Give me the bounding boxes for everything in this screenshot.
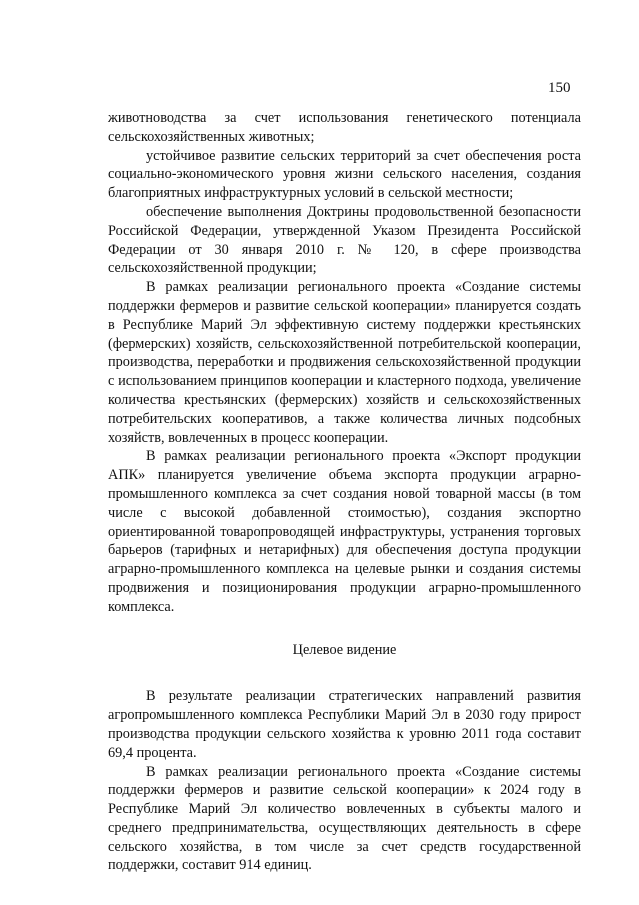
paragraph: В рамках реализации регионального проекта «Создание системы поддержки фермеров и развитие сельской кооперации» к 2024 году в Республике Марий Эл количество вовлеченных в субъекты малого и среднего предпринимательства, осуществляющих деятельность в сфере сельского хозяйства, в том числе за счет средств государственной поддержки, составит 914 единиц. [108,763,581,874]
section-heading: Целевое видение [292,641,397,658]
paragraph: устойчивое развитие сельских территорий за счет обеспечения роста социально-экономического уровня жизни сельского населения, создания благоприятных инфраструктурных условий в сельской местности; [108,147,581,202]
paragraph: обеспечение выполнения Доктрины продовольственной безопасности Российской Федерации, утвержденной Указом Президента Российской Федерации от 30 января 2010 г. № 120, в сфере производства сельскохозяйственной продукции; [108,203,581,277]
paragraph-continuation: животноводства за счет использования генетического потенциала сельскохозяйственных животных; [108,110,581,145]
document-body [108,109,581,875]
paragraph: В рамках реализации регионального проекта «Создание системы поддержки фермеров и развитие сельской кооперации» планируется создать в Республике Марий Эл эффективную систему поддержки крестьянских (фермерских) хозяйств, сельскохозяйственной потребительской кооперации, производства, переработки и продвижения сельскохозяйственной продукции с использованием принципов кооперации и кластерного подхода, увеличение количества крестьянских (фермерских) хозяйств и сельскохозяйственных потребительских кооперативов, а также количества личных подсобных хозяйств, вовлеченных в процесс кооперации. [108,279,581,446]
paragraph: В результате реализации стратегических направлений развития агропромышленного комплекса Республики Марий Эл в 2030 году прирост производства продукции сельского хозяйства к уровню 2011 года составит 69,4 процента. [108,688,581,761]
paragraph: В рамках реализации регионального проекта «Экспорт продукции АПК» планируется увеличение объема экспорта продукции аграрно-промышленного комплекса за счет создания новой товарной массы (в том числе с высокой добавленной стоимостью), создания экспортно ориентированной товаропроводящей инфраструктуры, устранения торговых барьеров (тарифных и нетарифных) для обеспечения доступа продукции аграрно-промышленного комплекса на целевые рынки и создания системы продвижения и позиционирования продукции аграрно-промышленного комплекса. [108,448,581,615]
page-number: 150 [548,80,571,96]
